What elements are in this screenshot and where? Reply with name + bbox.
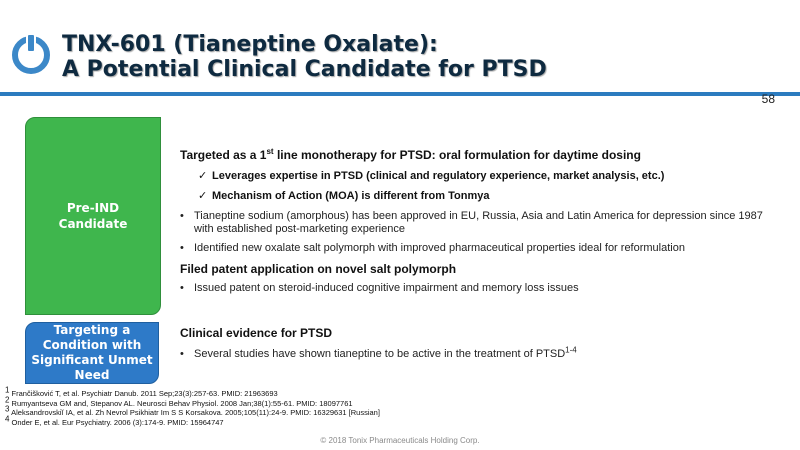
pre-ind-label: Pre-IND Candidate: [58, 201, 128, 231]
targeting-condition-box: [25, 322, 159, 384]
title-line-2: A Potential Clinical Candidate for PTSD: [62, 57, 547, 82]
reference-item: 2 Rumyantseva GM and, Stepanov AL. Neurosci Behav Physiol. 2008 Jan;38(1):55-61. PMID: 18097761: [5, 395, 353, 408]
copyright: © 2018 Tonix Pharmaceuticals Holding Corp.: [320, 436, 480, 445]
bullet-studies: • Several studies have shown tianeptine to be active in the treatment of PTSD$^{1-4}$: [180, 345, 577, 360]
pre-ind-candidate-box: [25, 117, 161, 315]
title-line-1: TNX-601 (Tianeptine Oxalate):: [62, 32, 438, 57]
references: [5, 385, 380, 427]
power-button-icon: [10, 32, 52, 74]
bullet-tianeptine-approved: • Tianeptine sodium (amorphous) has been approved in EU, Russia, Asia and Latin America for depression since 1987: [180, 210, 763, 222]
bullet-tianeptine-approved-cont: with established post-marketing experience: [194, 223, 405, 235]
check-icon: ✓: [198, 170, 208, 182]
heading-clinical-evidence: Clinical evidence for PTSD: [180, 326, 333, 340]
check-item-expertise: ✓ Leverages expertise in PTSD (clinical and regulatory experience, market analysis, etc.): [198, 170, 665, 182]
heading-first-line-therapy: Targeted as a 1st line monotherapy for PTSD: oral formulation for daytime dosing: [180, 147, 641, 162]
heading-patent: Filed patent application on novel salt polymorph: [180, 262, 457, 276]
bullet-oxalate-polymorph: • Identified new oxalate salt polymorph with improved pharmaceutical properties ideal for reformulation: [180, 242, 685, 254]
bullet-icon: •: [180, 242, 184, 254]
reference-item: 3 Aleksandrovskiĭ IA, et al. Zh Nevrol Psikhiatr Im S S Korsakova. 2005;105(11):24-9. PMID: 16329631 [Russian]: [5, 404, 380, 417]
page-title: [62, 32, 547, 82]
reference-item: 1 Frančišković T, et al. Psychiatr Danub. 2011 Sep;23(3):257-63. PMID: 21963693: [5, 385, 278, 398]
check-item-moa: ✓ Mechanism of Action (MOA) is different from Tonmya: [198, 190, 490, 202]
bullet-icon: •: [180, 210, 184, 222]
bullet-issued-patent: • Issued patent on steroid-induced cognitive impairment and memory loss issues: [180, 282, 579, 294]
check-icon: ✓: [198, 190, 208, 202]
header-rule: [0, 92, 800, 96]
reference-item: 4 Onder E, et al. Eur Psychiatry. 2006 (3):174-9. PMID: 15964747: [5, 414, 224, 427]
page-number: 58: [761, 92, 775, 106]
targeting-label: Targeting a Condition with Significant Unmet Need: [31, 323, 153, 382]
bullet-icon: •: [180, 282, 184, 294]
bullet-icon: •: [180, 348, 184, 360]
